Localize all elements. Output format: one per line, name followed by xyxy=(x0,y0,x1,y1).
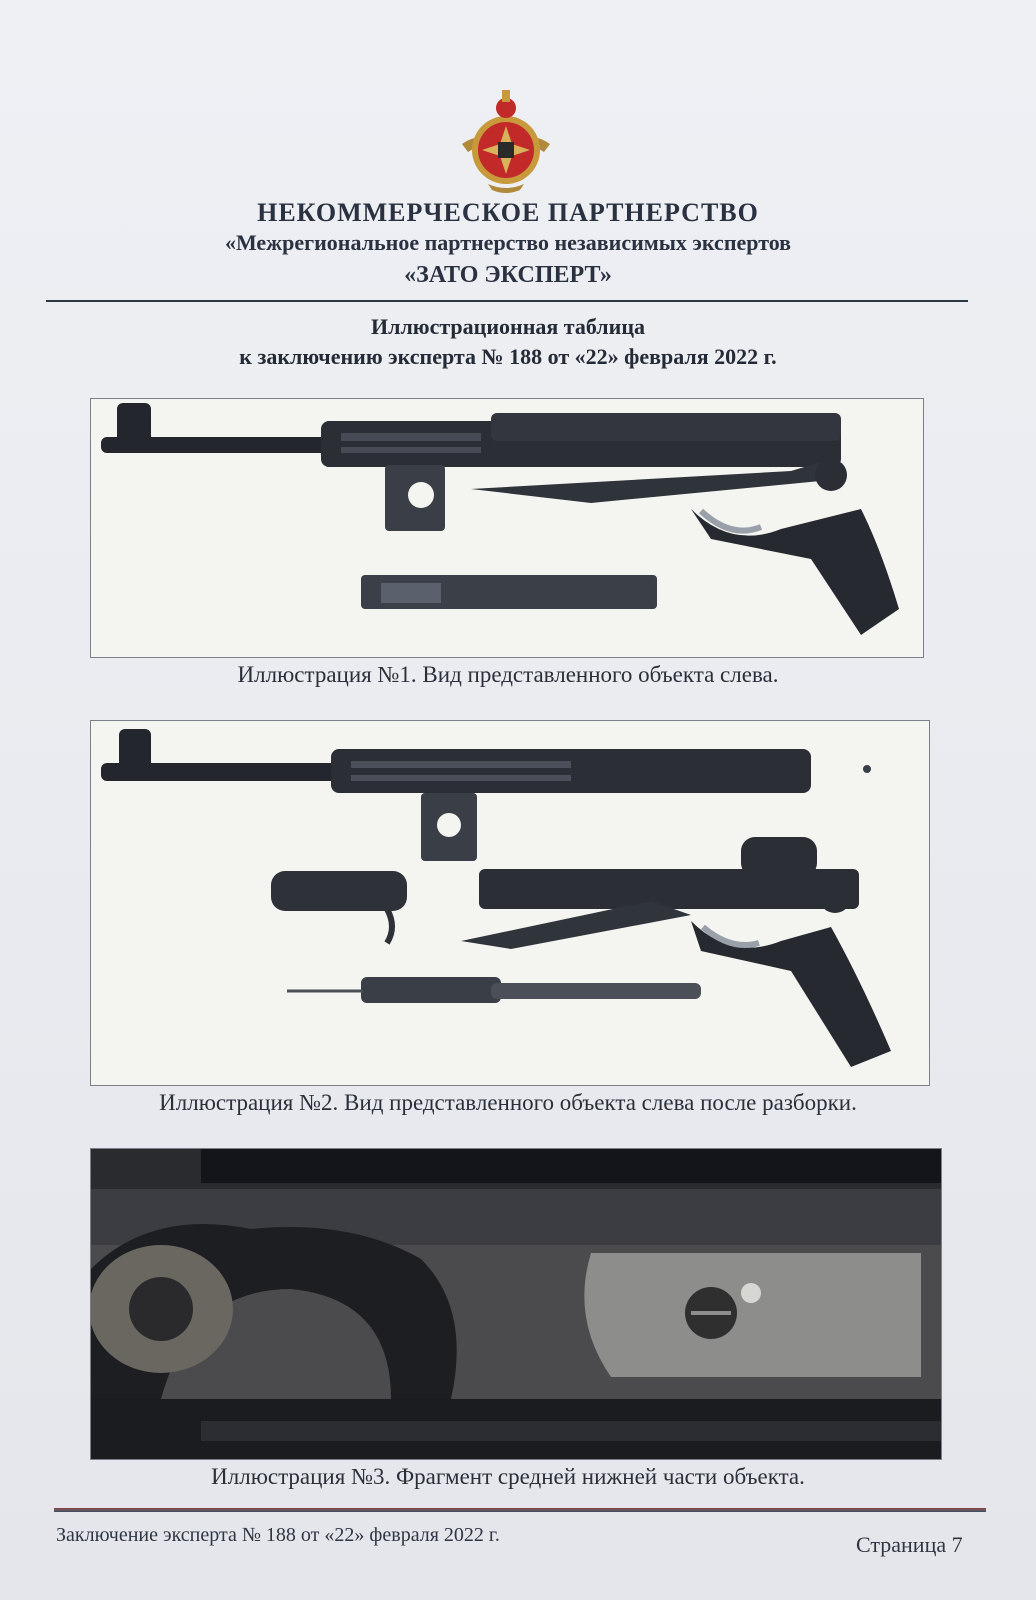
illustration-2-caption: Иллюстрация №2. Вид представленного объекта слева после разборки. xyxy=(159,1090,857,1115)
document-title: Иллюстрационная таблица xyxy=(370,314,645,339)
illustration-1-photo xyxy=(90,398,924,658)
illustration-3-caption: Иллюстрация №3. Фрагмент средней нижней части объекта. xyxy=(211,1464,805,1489)
footer-divider xyxy=(54,1508,986,1512)
organization-emblem-icon xyxy=(458,86,554,198)
organization-brand: «ЗАТО ЭКСПЕРТ» xyxy=(404,262,612,288)
page-number: Страница 7 xyxy=(856,1532,963,1557)
illustration-1-caption: Иллюстрация №1. Вид представленного объекта слева. xyxy=(237,662,779,687)
illustration-3-photo xyxy=(90,1148,942,1460)
header-divider xyxy=(46,300,968,302)
organization-subtitle: «Межрегиональное партнерство независимых экспертов xyxy=(224,230,792,255)
illustration-2-photo xyxy=(90,720,930,1086)
organization-name: НЕКОММЕРЧЕСКОЕ ПАРТНЕРСТВО xyxy=(257,198,759,227)
footer-document-reference: Заключение эксперта № 188 от «22» февраля 2022 г. xyxy=(56,1524,500,1546)
document-subtitle: к заключению эксперта № 188 от «22» февраля 2022 г. xyxy=(239,344,777,369)
